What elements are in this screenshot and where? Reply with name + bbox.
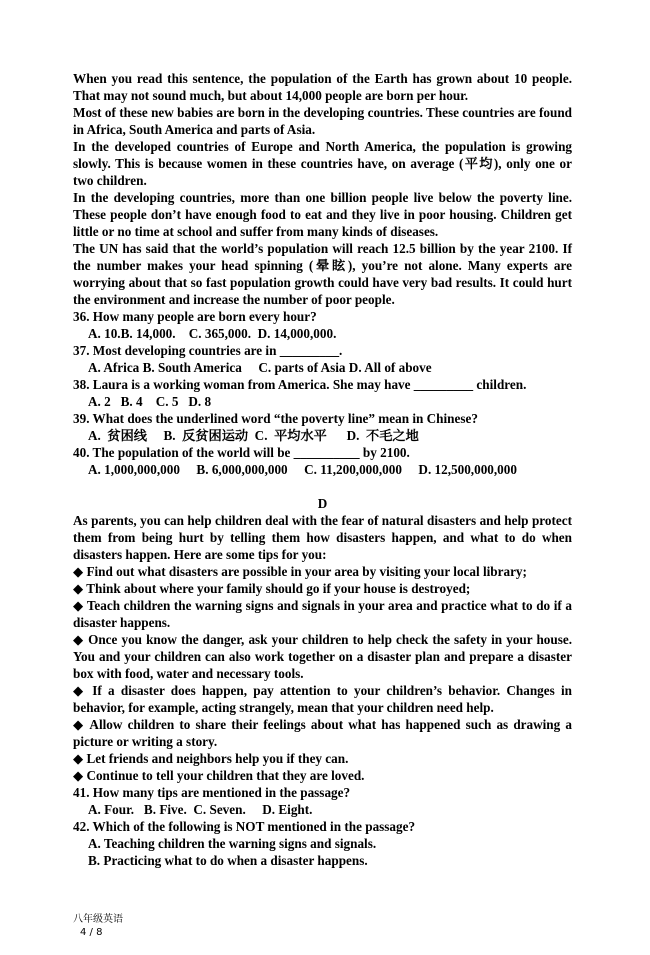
passage-paragraph-4: In the developing countries, more than one billion people live below the poverty line. These people don’t have enough food to eat and they live in poor housing. Children get little or no time at school and suffer from many kinds of diseases. [73, 190, 572, 239]
page-footer [73, 913, 123, 939]
tip-item: ◆ Allow children to share their feelings about what has happened such as drawing a picture or writing a story. [73, 717, 572, 749]
page-number: 4 / 8 [80, 927, 103, 938]
tip-item: ◆ Teach children the warning signs and signals in your area and practice what to do if a disaster happens. [73, 598, 572, 630]
question-42-option-b: B. Practicing what to do when a disaster happens. [88, 853, 368, 868]
question-38-options: A. 2 B. 4 C. 5 D. 8 [88, 394, 212, 409]
tip-item: ◆ Continue to tell your children that they are loved. [73, 768, 365, 783]
document-body [73, 70, 572, 869]
passage-paragraph-3: In the developed countries of Europe and North America, the population is growing slowly. This is because women in these countries have, on average (平均), only one or two children. [73, 139, 572, 188]
passage-paragraph-1: When you read this sentence, the population of the Earth has grown about 10 people. That may not sound much, but about 14,000 people are born per hour. [73, 71, 572, 103]
passage-paragraph-2: Most of these new babies are born in the developing countries. These countries are found in Africa, South America and parts of Asia. [73, 105, 572, 137]
question-42-option-a: A. Teaching children the warning signs and signals. [88, 836, 377, 851]
question-40: 40. The population of the world will be __________ by 2100. [73, 445, 410, 460]
tip-item: ◆ Find out what disasters are possible in your area by visiting your local library; [73, 564, 527, 579]
question-37: 37. Most developing countries are in _________. [73, 343, 343, 358]
question-38: 38. Laura is a working woman from America. She may have _________ children. [73, 377, 527, 392]
question-36: 36. How many people are born every hour? [73, 309, 317, 324]
section-d-intro: As parents, you can help children deal with the fear of natural disasters and help protect them from being hurt by telling them how disasters happen, and what to do when disasters happen. Here are some tips for you: [73, 513, 572, 562]
section-heading-d: D [317, 496, 328, 511]
question-36-options: A. 10.B. 14,000. C. 365,000. D. 14,000,000. [88, 326, 337, 341]
question-37-options: A. Africa B. South America C. parts of Asia D. All of above [88, 360, 432, 375]
question-41: 41. How many tips are mentioned in the passage? [73, 785, 351, 800]
passage-paragraph-5: The UN has said that the world’s population will reach 12.5 billion by the year 2100. If the number makes your head spinning (晕眩), you’re not alone. Many experts are worrying about that so fast population growth could have very bad results. It could hurt the environment and increase the number of poor people. [73, 241, 572, 307]
question-42: 42. Which of the following is NOT mentioned in the passage? [73, 819, 416, 834]
tip-item: ◆ If a disaster does happen, pay attention to your children’s behavior. Changes in behavior, for example, acting strangely, mean that your children need help. [73, 683, 572, 715]
question-40-options: A. 1,000,000,000 B. 6,000,000,000 C. 11,200,000,000 D. 12,500,000,000 [88, 462, 517, 477]
tip-item: ◆ Think about where your family should go if your house is destroyed; [73, 581, 471, 596]
question-39: 39. What does the underlined word “the poverty line” mean in Chinese? [73, 411, 478, 426]
tip-item: ◆ Let friends and neighbors help you if they can. [73, 751, 349, 766]
tip-item: ◆ Once you know the danger, ask your children to help check the safety in your house. You and your children can also work together on a disaster plan and prepare a disaster box with food, water and necessary tools. [73, 632, 572, 681]
footer-subject: 八年级英语 [73, 914, 123, 925]
question-39-options: A. 贫困线 B. 反贫困运动 C. 平均水平 D. 不毛之地 [88, 428, 419, 443]
question-41-options: A. Four. B. Five. C. Seven. D. Eight. [88, 802, 313, 817]
